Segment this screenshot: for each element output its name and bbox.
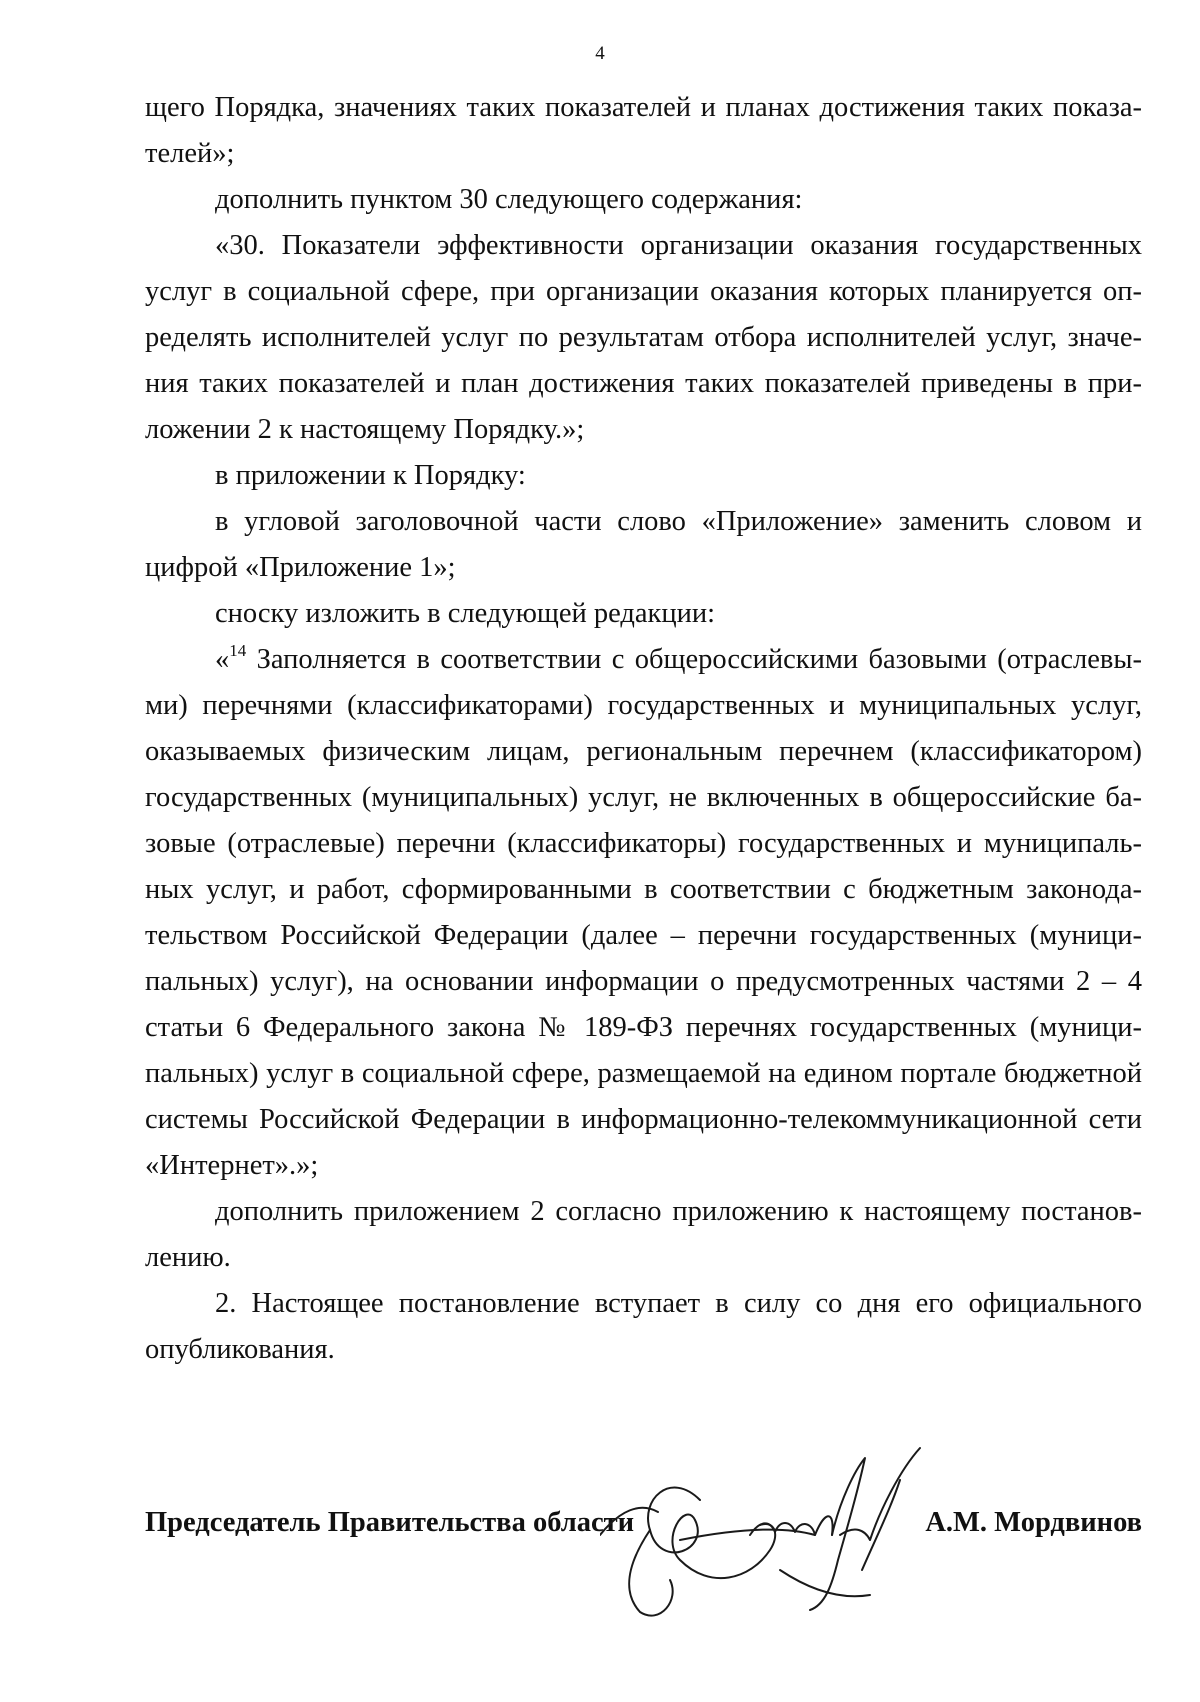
- paragraph-appendix-intro: в приложении к Порядку:: [215, 460, 526, 491]
- paragraph-continuation: щего Порядка, значениях таких показателей и планах достижения таких показателей»;: [145, 92, 1142, 169]
- paragraph-footnote-intro: сноску изложить в следующей редакции:: [215, 598, 716, 629]
- paragraph-footnote-text: [145, 637, 1142, 1189]
- paragraph-effective-date: 2. Настоящее постановление вступает в силу со дня его официального опубликования.: [145, 1288, 1142, 1365]
- paragraph-appendix-heading-change: в угловой заголовочной части слово «Приложение» заменить словом и цифрой «Приложение 1»;: [145, 506, 1142, 583]
- footnote-body: Заполняется в соответствии с общероссийскими базовыми (отраслевыми) перечнями (классификаторами) государственных и муниципальных услуг, оказываемых физическим лицам, региональным перечнем (классификатором) государственных (муниципальных) услуг, не включенных в общероссийские базовые (отраслевые) перечни (классификаторы) государственных и муниципальных услуг, и работ, сформированными в соответствии с бюджетным законодательством Российской Федерации (далее – перечни государственных (муниципальных) услуг), на основании информации о предусмотренных частями 2 – 4 статьи 6 Федерального закона № 189-ФЗ перечнях государственных (муниципальных) услуг в социальной сфере, размещаемой на едином портале бюджетной системы Российской Федерации в информационно-телекоммуникационной сети «Интернет».»;: [145, 644, 1142, 1181]
- document-body: [145, 85, 1142, 1373]
- paragraph-add-appendix-2: дополнить приложением 2 согласно приложению к настоящему постановлению.: [145, 1196, 1142, 1273]
- footnote-number: 14: [229, 641, 247, 660]
- handwritten-signature: [600, 1440, 930, 1620]
- signatory-title: Председатель Правительства области: [145, 1507, 635, 1538]
- paragraph-point-30-text: «30. Показатели эффективности организации оказания государственных услуг в социальной сфере, при организации оказания которых планируется определять исполнителей услуг по результатам отбора исполнителей услуг, значения таких показателей и план достижения таких показателей приведены в приложении 2 к настоящему Порядку.»;: [145, 230, 1142, 445]
- footnote-open-quote: «: [215, 644, 230, 675]
- paragraph-add-point-30: дополнить пунктом 30 следующего содержания:: [215, 184, 803, 215]
- page-number: 4: [595, 43, 605, 64]
- signatory-name: А.М. Мордвинов: [925, 1507, 1142, 1538]
